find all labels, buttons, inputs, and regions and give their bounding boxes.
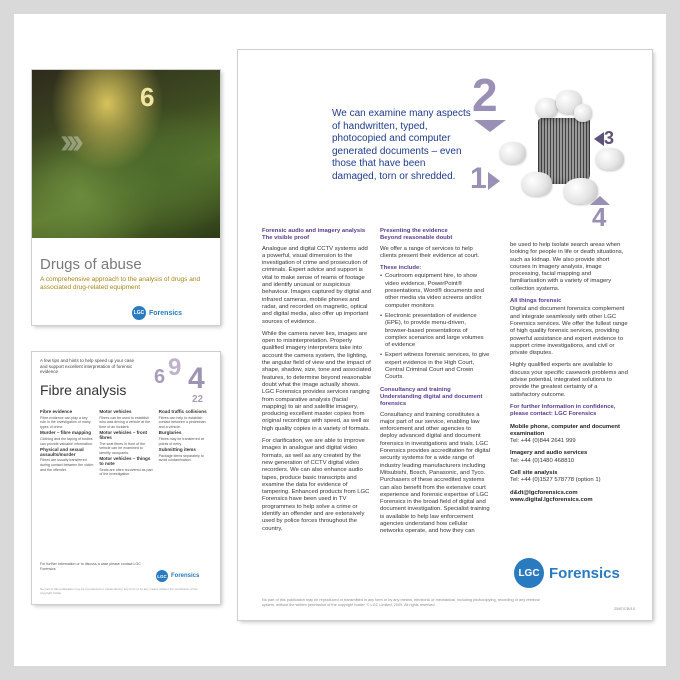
- contact-label: Mobile phone, computer and document examination: [510, 423, 620, 437]
- crumpled-paper: [500, 142, 526, 164]
- deco-number: 22: [192, 394, 204, 405]
- list-item: • Courtroom equipment hire, to show video evidence, PowerPoint® presentations, Word® documents and other media via video screens and/or computer monitors: [380, 273, 490, 309]
- section-heading: Motor vehicles: [99, 409, 132, 414]
- cannabis-plants-photo: [32, 70, 220, 238]
- cover-title: Fibre analysis: [40, 382, 127, 398]
- lgc-forensics-logo: [156, 570, 199, 582]
- lgc-logo-mark: LGC: [132, 306, 146, 320]
- section-heading: Presenting the evidence: [380, 228, 448, 234]
- paragraph: be used to help isolate search areas when looking for people in life or death situations, such as kidnap. We also provide short courses in imagery analysis, image processing, facial mapping and familiarisation with a variety of imagery collection systems.: [510, 242, 624, 292]
- left-arrow-icon: [594, 132, 604, 146]
- lgc-logo-word: Forensics: [149, 309, 183, 317]
- graphic-number: 3: [604, 128, 615, 148]
- section-heading: All things forensic: [510, 298, 562, 305]
- section-text: Fibre evidence can play a key role in the investigation of many types of crime.: [40, 415, 91, 429]
- section-heading: Submitting items: [158, 447, 196, 453]
- lgc-logo-mark: LGC: [156, 570, 168, 582]
- graphic-number: 2: [472, 69, 498, 121]
- section-heading: Forensic audio and imagery analysis: [262, 228, 366, 234]
- lgc-logo-word: Forensics: [549, 564, 620, 582]
- section-text: Fibres can be used to establish who was driving a vehicle at the time of an incident.: [99, 415, 151, 429]
- section-text: Fibres may be transferred at points of entry.: [158, 436, 204, 446]
- crumpled-paper: [522, 172, 552, 196]
- lgc-logo-word: Forensics: [171, 573, 200, 579]
- section-text: The seat fibres in front of the vehicle can be examined to identify occupants.: [99, 441, 146, 455]
- list-heading: These include:: [380, 265, 422, 272]
- section-subheading: Beyond reasonable doubt: [380, 235, 453, 242]
- cover-subtitle: A comprehensive approach to the analysis of drugs and associated drug-related equipment: [40, 276, 201, 291]
- paragraph: For clarification, we are able to improve images in analogue and digital video formats, as well as any created by the new generation of CCTV digital video recorders. We can also enhance audio tapes, produce basic transcripts and examine the data for evidence of tampering. Enhanced products from LGC Forensics have been used in TV programmes to help solve a crime or identify an offender and are extensively used by police forces throughout the country.: [262, 438, 370, 532]
- list-item: • Expert witness forensic services, to give expert evidence in the High Court, Central Criminal Court and Crown Courts.: [380, 352, 490, 381]
- paragraph: While the camera never lies, images are open to misinterpretation. Properly qualified imagery interpreters take into account the camera system, the lighting, the angular field of view and the impact of shape, shadow, size, tone and associated features, to determine beyond reasonable doubt what the image actually shows. LGC Forensics provides services ranging from comparative analysis (facial mapping) to air and satellite imagery, producing excellent master copies from original recordings with speed, as well as high quality copies in a variety of formats.: [262, 330, 372, 432]
- fibre-column: [159, 408, 212, 558]
- graphic-number: 4: [592, 202, 607, 232]
- drugs-of-abuse-cover[interactable]: [32, 70, 220, 325]
- lgc-forensics-logo: [132, 306, 182, 320]
- text-column-contact: [510, 242, 628, 504]
- deco-number: 6: [154, 366, 166, 388]
- section-heading: Physical and sexual assaults/murder: [40, 447, 84, 457]
- fibre-column: [99, 408, 152, 558]
- text-column-audio-imagery: [262, 228, 372, 538]
- legal-notice: No part of this publication may be reproduced or transmitted in any form or by any means, electronic or mechanical, including photocopying, recording or any retrieval system, without the written permission of the copyright holder. © LGC Limited, 2009. All rights reserved.: [262, 598, 540, 607]
- crumpled-paper: [536, 98, 558, 118]
- graphic-number: 1: [470, 162, 487, 195]
- section-subheading: Understanding digital and document forensics: [380, 393, 483, 408]
- deco-number: 4: [188, 362, 205, 395]
- deco-number: 9: [168, 354, 182, 381]
- crumpled-paper: [596, 148, 624, 170]
- section-heading: Motor vehicles – front fibres: [99, 430, 148, 440]
- section-heading: Murder – fibre mapping: [40, 430, 92, 436]
- contact-heading: For further information in confidence, please contact: LGC Forensics: [510, 403, 616, 418]
- section-text: Clothing and the taping of bodies can provide valuable information.: [40, 436, 93, 446]
- paragraph: Analogue and digital CCTV systems add a powerful, visual dimension to the investigation of crime and prosecution of criminals. Expert advice and support is vital to make sense of reams of footage and identify unusual or suspicious behaviour. Images captured by digital and infrared cameras, mobile phones and radar, and recorded on magnetic, optical and digital media, also offer up important sources of evidence.: [262, 245, 372, 325]
- down-arrow-icon: [474, 120, 506, 132]
- contact-label: Cell site analysis: [510, 470, 558, 477]
- section-text: Fibres can help to establish contact between a pedestrian and a vehicle.: [158, 415, 206, 429]
- section-text: Package items separately to avoid contamination.: [158, 453, 204, 463]
- lgc-logo-mark: LGC: [514, 558, 544, 588]
- crumpled-paper: [574, 104, 592, 122]
- arrow-graphic-icon: ›››: [60, 120, 78, 161]
- contact-email[interactable]: d&dt@lgcforensics.com: [510, 489, 578, 496]
- decorative-numbers: [142, 354, 218, 410]
- section-heading: Fibre evidence: [40, 409, 73, 414]
- cover-number-graphic: 6: [140, 82, 155, 112]
- section-text: Seats are often recovered as part of the investigation.: [99, 467, 153, 477]
- list-item: • Electronic presentation of evidence (EPE), to provide menu-driven, browser-based presentations of complex scenarios and large volumes of evidence: [380, 313, 490, 349]
- section-heading: Road traffic collisions: [158, 409, 207, 414]
- contact-phone: Tel: +44 (0)844 2641 999: [510, 438, 576, 445]
- right-arrow-icon: [488, 172, 500, 190]
- section-text: Fibres are usually transferred during contact between the victim and the offender.: [40, 458, 94, 472]
- fibre-columns: [40, 408, 212, 558]
- cover-title: Drugs of abuse: [40, 256, 142, 273]
- paragraph: Digital and document forensics complement and integrate seamlessly with other LGC Forensics services. We offer the fullest range of high quality forensic services, providing powerful assistance and expert evidence to support crime investigations, and civil or private disputes.: [510, 306, 628, 357]
- lgc-forensics-logo: [514, 558, 620, 588]
- text-column-presenting-evidence: [380, 228, 490, 541]
- section-subheading: The visible proof: [262, 235, 310, 242]
- section-heading: Consultancy and training: [380, 386, 451, 393]
- section-heading: Motor vehicles – things to note: [99, 456, 151, 466]
- cover-intro: A few tips and hints to help speed up your case and support excellent interpretation of forensic evidence: [40, 358, 135, 374]
- paragraph: Highly qualified experts are available to discuss your specific casework problems and advise potential, integrated solutions to provide the greatest certainty of a satisfactory outcome.: [510, 362, 628, 398]
- services-list: [380, 273, 490, 381]
- shredded-paper-bin-graphic: [470, 68, 640, 232]
- main-document-page: [238, 50, 652, 620]
- cover-legal: No part of this publication may be reproduced or transmitted in any form or by any means without the permission of the copyright holder.: [40, 587, 198, 595]
- page-headline: We can examine many aspects of handwritten, typed, photocopied and computer generated documents – even those that have been damaged, torn or shredded.: [332, 108, 471, 182]
- fibre-analysis-cover[interactable]: [32, 352, 220, 604]
- paragraph: We offer a range of services to help clients present their evidence at court.: [380, 245, 480, 259]
- contact-phone: Tel: +44 (0)1527 578778 (option 1): [510, 477, 601, 484]
- contact-phone: Tel: +44 (0)1480 468810: [510, 457, 575, 464]
- fibre-column: [40, 408, 93, 558]
- cover-footer: For further information or to discuss a case please contact LGC Forensics: [40, 562, 141, 571]
- contact-label: Imagery and audio services: [510, 450, 588, 457]
- paragraph: Consultancy and training constitutes a major part of our service, enabling law enforcement and other agencies to deploy advanced digital and document forensics in investigations and trials. LGC Forensics provides accreditation for digital security systems for a wide range of industry leading manufacturers including Mitsubishi, Bosch, Panasonic, and Tyco. Purchasers of these accredited systems can also benefit from the extensive court experience and forensic expertise of LGC Forensics in the broad field of digital and document investigation. Specialist training is available to help law enforcement agencies understand how cellular networks operate, and how they can: [380, 411, 491, 535]
- contact-website[interactable]: www.digital.lgcforensics.com: [510, 496, 593, 503]
- document-code: 2587/CB/10: [614, 606, 636, 611]
- section-heading: Burglaries: [158, 430, 182, 436]
